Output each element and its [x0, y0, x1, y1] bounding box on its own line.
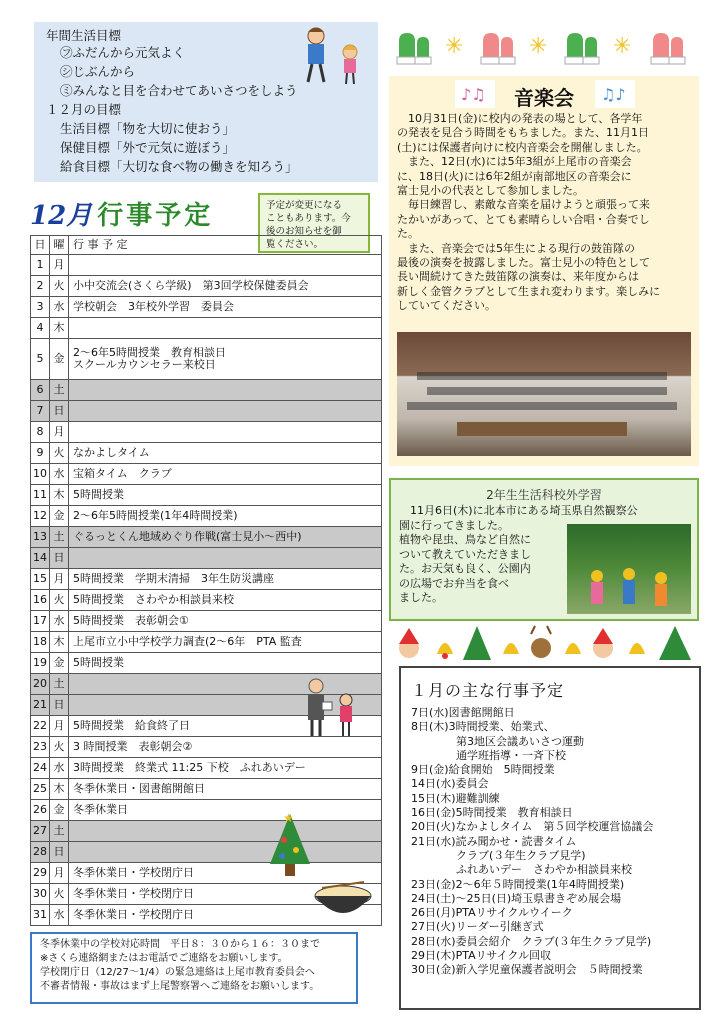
weekday-cell: 木: [50, 779, 69, 800]
day-cell: 18: [31, 632, 50, 653]
event-text: 小中交流会(さくら学級) 第3回学校保健委員会: [73, 279, 309, 292]
table-row: [31, 485, 382, 506]
january-item: 20日(火)なかよしタイム 第５回学校運営協議会: [411, 820, 654, 834]
table-row: [31, 569, 382, 590]
event-text: 2～6年5時間授業 教育相談日: [73, 346, 226, 359]
day-cell: 9: [31, 443, 50, 464]
event-cell: [69, 318, 382, 339]
day-cell: 29: [31, 863, 50, 884]
field-trip-section: [389, 478, 699, 621]
day-cell: 8: [31, 422, 50, 443]
svg-text:♫♪: ♫♪: [601, 85, 626, 104]
svg-text:✳: ✳: [445, 34, 464, 59]
table-row: [31, 758, 382, 779]
christmas-tree-icon: [264, 810, 316, 880]
january-title: １月の主な行事予定: [411, 681, 565, 700]
goals-box: [34, 22, 378, 182]
day-cell: 30: [31, 884, 50, 905]
month-goal-1: 生活目標「物を大切に使おう」: [60, 121, 236, 136]
day-cell: 3: [31, 297, 50, 318]
day-cell: 11: [31, 485, 50, 506]
day-cell: 21: [31, 695, 50, 716]
field-trip-body-line: 11月6日(木)に北本市にある埼玉県自然観察公: [399, 504, 638, 517]
winter-notice-line: 学校閉庁日（12/27～1/4）の緊急連絡は上尾市教育委員会へ: [40, 967, 315, 978]
january-item: 26日(月)PTAリサイクルウイーク: [411, 906, 573, 920]
music-body-line: また、音楽会では5年生による現行の鼓笛隊の: [397, 241, 635, 255]
table-row: [31, 737, 382, 758]
event-cell: [69, 443, 382, 464]
schedule-title: 行事予定: [97, 201, 214, 231]
day-cell: 14: [31, 548, 50, 569]
music-body: [397, 112, 693, 314]
schedule-table: [30, 235, 382, 926]
table-row: [31, 255, 382, 276]
music-body-line: 毎日練習し、素敵な音楽を届けようと頑張って来: [397, 198, 650, 212]
event-cell: [69, 276, 382, 297]
winter-notice-line: 不審者情報・事故はまず上尾警察署へご連絡をお願いします。: [40, 981, 320, 992]
field-trip-body-line: 植物や昆虫、鳥など自然に: [399, 533, 531, 546]
january-item: 27日(火)リーダー引継ぎ式: [411, 920, 544, 934]
day-cell: 20: [31, 674, 50, 695]
event-cell: [69, 569, 382, 590]
event-text: 5時間授業 表彰朝会①: [73, 614, 189, 627]
header-weekday: 曜: [50, 236, 69, 255]
table-row: [31, 821, 382, 842]
day-cell: 2: [31, 276, 50, 297]
field-trip-body-line: た。お天気も良く、公園内: [399, 562, 531, 575]
annual-goal-3: ㋯みんなと目を合わせてあいさつをしよう: [60, 83, 298, 98]
music-body-line: 10月31日(金)に校内の発表の場として、各学年: [397, 112, 643, 125]
event-cell: [69, 255, 382, 276]
table-row: [31, 422, 382, 443]
event-cell: [69, 653, 382, 674]
event-cell: [69, 380, 382, 401]
mittens-snowflake-decoration-icon: [385, 25, 705, 69]
music-concert-section: [389, 76, 699, 466]
schedule-heading: [30, 195, 213, 233]
table-row: [31, 506, 382, 527]
event-cell: [69, 422, 382, 443]
music-body-line: 長い間続けてきた鼓笛隊の演奏は、来年度からは: [397, 270, 639, 284]
event-text: 冬季休業日: [73, 803, 128, 816]
event-cell: [69, 821, 382, 842]
event-text: 5時間授業 さわやか相談員来校: [73, 593, 234, 606]
january-item: 15日(木)避難訓練: [411, 791, 500, 805]
music-body-line: の発表を見合う時間をもちました。また、11月1日: [397, 126, 649, 140]
weekday-cell: 木: [50, 318, 69, 339]
event-text: 宝箱タイム クラブ: [73, 467, 172, 480]
header-day: 日: [31, 236, 50, 255]
svg-text:♪♫: ♪♫: [461, 85, 486, 104]
january-item: 7日(水)図書館開館日: [411, 706, 515, 719]
event-cell: [69, 758, 382, 779]
table-row: [31, 318, 382, 339]
table-row: [31, 380, 382, 401]
event-text: なかよしタイム: [73, 446, 150, 459]
event-text: 3時間授業 終業式 11:25 下校 ふれあいデー: [73, 761, 306, 774]
field-trip-body-line: ました。: [399, 591, 443, 604]
event-text: 冬季休業日・学校閉庁日: [73, 866, 194, 879]
month-goal-3: 給食目標「大切な食べ物の働きを知ろう」: [60, 159, 298, 174]
children-illustration-icon: [294, 24, 374, 88]
table-row: [31, 611, 382, 632]
field-trip-title: 2年生生活科校外学習: [486, 488, 602, 502]
event-cell: [69, 611, 382, 632]
event-cell: [69, 527, 382, 548]
january-item: 28日(水)委員会紹介 クラブ(３年生クラブ見学): [411, 934, 652, 948]
weekday-cell: 木: [50, 632, 69, 653]
event-cell: [69, 779, 382, 800]
notice-line: こともあります。今: [266, 213, 351, 224]
day-cell: 25: [31, 779, 50, 800]
january-item: 24日(土)～25日(日)埼玉県書きぞめ展会場: [411, 891, 622, 905]
schedule-month: 12月: [30, 201, 93, 231]
day-cell: 16: [31, 590, 50, 611]
january-item: ふれあいデー さわやか相談員来校: [456, 863, 632, 877]
field-trip-photo: [567, 524, 691, 614]
weekday-cell: 火: [50, 276, 69, 297]
month-goals-title: １２月の目標: [46, 102, 122, 117]
weekday-cell: 火: [50, 737, 69, 758]
header-event: 行 事 予 定: [69, 236, 382, 255]
weekday-cell: 月: [50, 569, 69, 590]
january-item: 29日(木)PTAリサイクル回収: [411, 949, 552, 963]
day-cell: 10: [31, 464, 50, 485]
weekday-cell: 金: [50, 800, 69, 821]
music-title: 音楽会: [514, 86, 574, 110]
music-body-line: 富士見小の代表として参加しました。: [397, 184, 584, 198]
table-row: [31, 842, 382, 863]
day-cell: 24: [31, 758, 50, 779]
weekday-cell: 土: [50, 821, 69, 842]
weekday-cell: 月: [50, 716, 69, 737]
table-row: [31, 297, 382, 318]
day-cell: 6: [31, 380, 50, 401]
day-cell: 15: [31, 569, 50, 590]
table-row: [31, 779, 382, 800]
table-row: [31, 653, 382, 674]
notice-line: 予定が変更になる: [266, 200, 343, 211]
weekday-cell: 木: [50, 485, 69, 506]
music-body-line: していてください。: [397, 299, 496, 313]
weekday-cell: 火: [50, 590, 69, 611]
weekday-cell: 月: [50, 255, 69, 276]
event-cell: [69, 800, 382, 821]
january-item: 9日(金)給食開始 5時間授業: [411, 763, 555, 777]
weekday-cell: 土: [50, 380, 69, 401]
event-cell: [69, 339, 382, 380]
event-text: 冬季休業日・図書館開館日: [73, 782, 205, 795]
weekday-cell: 金: [50, 339, 69, 380]
january-item: クラブ(３年生クラブ見学): [456, 848, 586, 862]
award-ceremony-icon: [300, 676, 360, 738]
event-text: 3 時間授業 表彰朝会②: [73, 740, 193, 753]
weekday-cell: 日: [50, 548, 69, 569]
table-row: [31, 464, 382, 485]
january-item: 通学班指導・一斉下校: [456, 748, 566, 762]
january-item: 第3地区会議あいさつ運動: [456, 734, 584, 748]
table-header-row: [31, 236, 382, 255]
january-item: 14日(水)委員会: [411, 777, 489, 791]
event-cell: [69, 464, 382, 485]
table-row: [31, 632, 382, 653]
day-cell: 13: [31, 527, 50, 548]
music-body-line: 最後の演奏を披露しました。富士見小の特色として: [397, 256, 650, 270]
event-text: 冬季休業日・学校閉庁日: [73, 887, 194, 900]
weekday-cell: 火: [50, 443, 69, 464]
notice-line: 覧ください。: [266, 239, 324, 250]
svg-text:★: ★: [283, 811, 294, 825]
event-text: 5時間授業 学期末清掃 3年生防災講座: [73, 572, 274, 585]
music-body-line: また、12日(水)には5年3組が上尾市の音楽会: [397, 155, 632, 169]
table-row: [31, 401, 382, 422]
notice-line: 後のお知らせを御: [266, 226, 342, 237]
weekday-cell: 日: [50, 842, 69, 863]
day-cell: 12: [31, 506, 50, 527]
music-body-line: (土)には保護者向けに校内音楽会を開催しました。: [397, 140, 648, 154]
event-cell: [69, 590, 382, 611]
event-text-line2: スクールカウンセラー来校日: [73, 358, 216, 371]
day-cell: 1: [31, 255, 50, 276]
music-body-line: に、18日(火)には6年2組が南部地区の音楽会に: [397, 169, 632, 183]
weekday-cell: 水: [50, 905, 69, 926]
month-goal-2: 保健目標「外で元気に遊ぼう」: [60, 140, 236, 155]
january-item: 30日(金)新入学児童保護者説明会 ５時間授業: [411, 963, 643, 977]
event-text: 冬季休業日・学校閉庁日: [73, 908, 194, 921]
day-cell: 22: [31, 716, 50, 737]
day-cell: 4: [31, 318, 50, 339]
table-row: [31, 443, 382, 464]
day-cell: 26: [31, 800, 50, 821]
weekday-cell: 水: [50, 611, 69, 632]
event-cell: [69, 548, 382, 569]
table-row: [31, 276, 382, 297]
annual-goals-title: 年間生活目標: [46, 28, 122, 43]
concert-photo: [397, 332, 691, 456]
weekday-cell: 月: [50, 422, 69, 443]
january-item: 23日(金)2～6年５時間授業(1年4時間授業): [411, 877, 625, 891]
event-text: 5時間授業: [73, 656, 124, 669]
january-item: 16日(金)5時間授業 教育相談日: [411, 806, 573, 820]
annual-goal-2: ㋛じぶんから: [60, 64, 136, 79]
weekday-cell: 月: [50, 863, 69, 884]
january-item: 8日(木)3時間授業、始業式、: [411, 720, 555, 734]
event-cell: [69, 401, 382, 422]
day-cell: 17: [31, 611, 50, 632]
winter-notice-line: ※さくら連絡網またはお電話でご連絡をお願いします。: [40, 953, 288, 964]
event-cell: [69, 842, 382, 863]
field-trip-photo-image-icon: [567, 524, 691, 614]
winter-break-notice: [30, 932, 358, 1004]
weekday-cell: 金: [50, 653, 69, 674]
winter-notice-line: 冬季休業中の学校対応時間 平日８：３０から１６：３０まで: [40, 939, 320, 950]
day-cell: 23: [31, 737, 50, 758]
event-text: 5時間授業 給食終了日: [73, 719, 190, 732]
weekday-cell: 日: [50, 401, 69, 422]
event-cell: [69, 297, 382, 318]
event-text: 学校朝会 3年校外学習 委員会: [73, 300, 234, 313]
event-cell: [69, 632, 382, 653]
table-row: [31, 339, 382, 380]
weekday-cell: 土: [50, 674, 69, 695]
weekday-cell: 火: [50, 884, 69, 905]
music-body-line: た。: [397, 227, 419, 241]
day-cell: 7: [31, 401, 50, 422]
svg-text:✳: ✳: [613, 34, 632, 59]
january-list: [411, 706, 653, 978]
day-cell: 28: [31, 842, 50, 863]
noodle-bowl-icon: [312, 880, 374, 924]
january-item: 21日(水)読み聞かせ・読書タイム: [411, 834, 577, 848]
event-text: 2～6年5時間授業(1年4時間授業): [73, 509, 238, 522]
day-cell: 27: [31, 821, 50, 842]
weekday-cell: 水: [50, 297, 69, 318]
weekday-cell: 土: [50, 527, 69, 548]
event-cell: [69, 485, 382, 506]
event-text: 5時間授業: [73, 488, 124, 501]
weekday-cell: 金: [50, 506, 69, 527]
field-trip-body-line: の広場でお弁当を食べ: [399, 576, 509, 590]
field-trip-body-line: 園に行ってきました。: [399, 518, 509, 532]
music-body-line: たかいがあって、とても素晴らしい合唱・合奏でし: [397, 212, 650, 226]
music-notes-icon: [595, 80, 635, 108]
annual-goal-1: ㋫ふだんから元気よく: [60, 45, 186, 60]
january-schedule: [399, 666, 701, 1010]
weekday-cell: 水: [50, 758, 69, 779]
field-trip-body-line: ついて教えていただきまし: [399, 547, 531, 561]
table-row: [31, 548, 382, 569]
weekday-cell: 日: [50, 695, 69, 716]
table-row: [31, 590, 382, 611]
event-cell: [69, 506, 382, 527]
event-text: ぐるっとくん地域めぐり作戦(富士見小～西中): [73, 530, 302, 543]
table-row: [31, 527, 382, 548]
svg-text:✳: ✳: [529, 34, 548, 59]
event-text: 上尾市立小中学校学力調査(2～6年 PTA 監査: [73, 635, 302, 648]
table-row: [31, 800, 382, 821]
weekday-cell: 水: [50, 464, 69, 485]
event-cell: [69, 737, 382, 758]
concert-photo-image-icon: [397, 332, 691, 456]
day-cell: 5: [31, 339, 50, 380]
day-cell: 31: [31, 905, 50, 926]
music-body-line: 新しく金管クラブとして生まれ変わります。楽しみに: [397, 284, 661, 298]
christmas-garland-icon: [395, 624, 705, 666]
day-cell: 19: [31, 653, 50, 674]
